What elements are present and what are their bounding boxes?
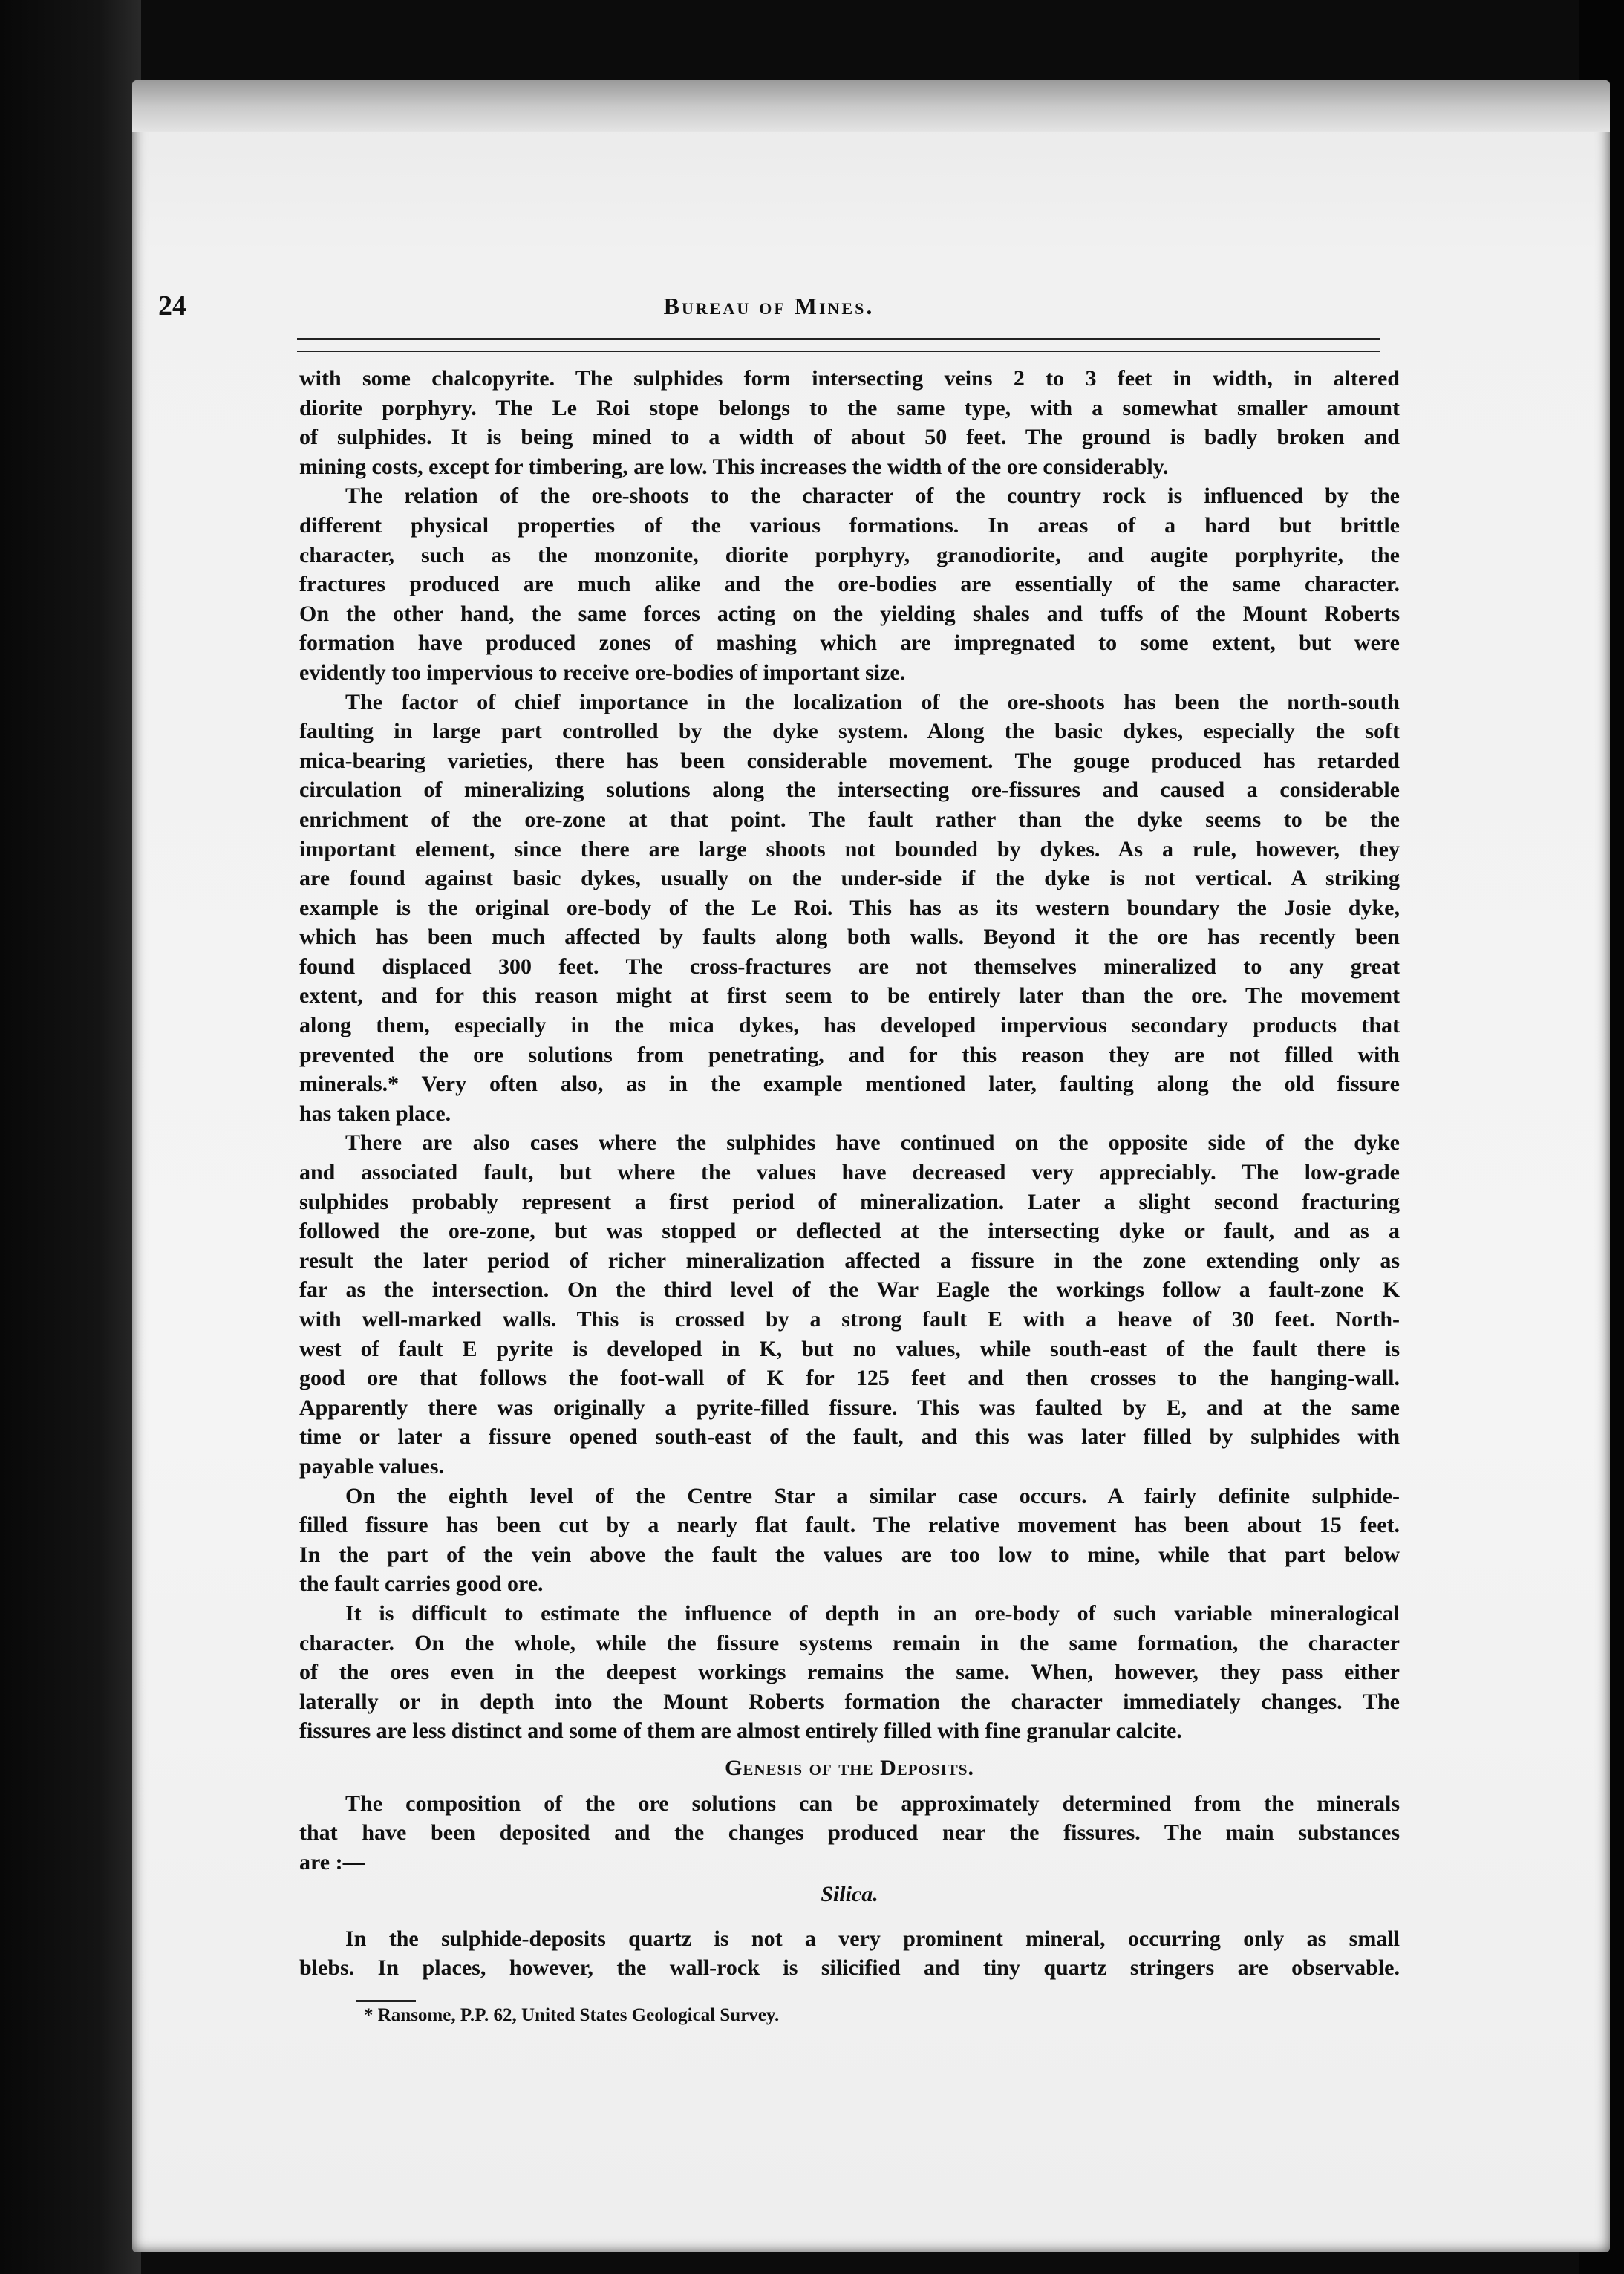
text-line: followed the ore-zone, but was stopped or deflected at the intersecting dyke or fault, and as a [299,1219,1400,1244]
page-header [158,284,1380,321]
text-line: It is difficult to estimate the influence of depth in an ore-body of such variable mineralogical [345,1600,1400,1626]
body-text [299,364,1400,1983]
text-line: circulation of mineralizing solutions along the intersecting ore-fissures and caused a considerable [299,778,1400,803]
text-line: fissures are less distinct and some of them are almost entirely filled with fine granular calcite. [299,1718,1182,1744]
scan-border-left [0,0,141,2274]
text-line: with some chalcopyrite. The sulphides form intersecting veins 2 to 3 feet in width, in altered [299,366,1400,391]
text-line: example is the original ore-body of the Le Roi. This has as its western boundary the Josie dyke, [299,895,1400,920]
text-line: good ore that follows the foot-wall of K for 125 feet and then crosses to the hanging-wall. [299,1366,1400,1391]
text-line: In the part of the vein above the fault the values are too low to mine, while that part below [299,1542,1400,1567]
text-line: are :— [299,1849,365,1874]
text-line: In the sulphide-deposits quartz is not a very prominent mineral, occurring only as small [345,1926,1400,1951]
text-line: has taken place. [299,1101,451,1126]
text-line: faulting in large part controlled by the dyke system. Along the basic dykes, especially the soft [299,719,1400,744]
text-line: fractures produced are much alike and the ore-bodies are essentially of the same character. [299,572,1400,597]
text-line: filled fissure has been cut by a nearly flat fault. The relative movement has been about 15 feet. [299,1513,1400,1538]
text-line: Apparently there was originally a pyrite-filled fissure. This was faulted by E, and at the same [299,1395,1400,1420]
text-line: evidently too impervious to receive ore-bodies of important size. [299,659,906,685]
text-line: On the eighth level of the Centre Star a similar case occurs. A fairly definite sulphide- [345,1483,1400,1508]
text-line: character. On the whole, while the fissure systems remain in the same formation, the character [299,1630,1400,1655]
text-line: the fault carries good ore. [299,1571,544,1597]
text-line: time or later a fissure opened south-east of the fault, and this was later filled by sulphides with [299,1424,1400,1450]
text-line: along them, especially in the mica dykes, has developed impervious secondary products that [299,1013,1400,1038]
text-line: west of fault E pyrite is developed in K, but no values, while south-east of the fault there is [299,1336,1400,1361]
text-line: formation have produced zones of mashing which are impregnated to some extent, but were [299,631,1400,656]
section-heading: Genesis of the Deposits. [725,1755,974,1780]
text-line: different physical properties of the various formations. In areas of a hard but brittle [299,512,1400,538]
text-line: far as the intersection. On the third level of the War Eagle the workings follow a fault-zone K [299,1277,1400,1303]
text-line: that have been deposited and the changes produced near the fissures. The main substances [299,1820,1400,1845]
text-line: result the later period of richer mineralization affected a fissure in the zone extending only as [299,1248,1400,1273]
text-line: blebs. In places, however, the wall-rock is silicified and tiny quartz stringers are observable. [299,1955,1400,1981]
text-line: enrichment of the ore-zone at that point. The fault rather than the dyke seems to be the [299,807,1400,832]
text-line: sulphides probably represent a first period of mineralization. Later a slight second fracturing [299,1189,1400,1214]
page-number: 24 [158,290,186,322]
text-line: which has been much affected by faults along both walls. Beyond it the ore has recently been [299,925,1400,950]
text-line: The factor of chief importance in the localization of the ore-shoots has been the north-south [345,689,1400,714]
footnote: * Ransome, P.P. 62, United States Geological Survey. [364,2005,780,2025]
text-line: and associated fault, but where the values have decreased very appreciably. The low-grade [299,1160,1400,1185]
text-line: are found against basic dykes, usually on the under-side if the dyke is not vertical. A striking [299,866,1400,891]
running-title: Bureau of Mines. [663,293,875,319]
text-line: mining costs, except for timbering, are low. This increases the width of the ore considerably. [299,454,1169,479]
text-line: The relation of the ore-shoots to the character of the country rock is influenced by the [345,483,1400,509]
text-line: prevented the ore solutions from penetrating, and for this reason they are not filled with [299,1042,1400,1067]
text-line: laterally or in depth into the Mount Roberts formation the character immediately changes. The [299,1689,1400,1714]
subheading-silica: Silica. [821,1882,878,1907]
header-rule [297,338,1380,352]
text-line: minerals.* Very often also, as in the example mentioned later, faulting along the old fissure [299,1072,1400,1097]
section-intro [299,1789,1400,1877]
text-line: found displaced 300 feet. The cross-fractures are not themselves mineralized to any great [299,954,1400,979]
text-line: The composition of the ore solutions can be approximately determined from the minerals [345,1791,1400,1816]
text-line: extent, and for this reason might at first seem to be entirely later than the ore. The movement [299,983,1400,1009]
body-paragraphs [299,364,1400,1746]
footnote-rule [356,2000,416,2002]
text-line: of sulphides. It is being mined to a width of about 50 feet. The ground is badly broken and [299,425,1400,450]
text-line: with well-marked walls. This is crossed by a strong fault E with a heave of 30 feet. North- [299,1307,1400,1332]
text-line: There are also cases where the sulphides have continued on the opposite side of the dyke [345,1130,1400,1156]
text-line: mica-bearing varieties, there has been considerable movement. The gouge produced has retarded [299,748,1400,773]
text-line: of the ores even in the deepest workings remains the same. When, however, they pass either [299,1660,1400,1685]
text-line: diorite porphyry. The Le Roi stope belongs to the same type, with a somewhat smaller amount [299,395,1400,420]
text-line: important element, since there are large shoots not bounded by dykes. As a rule, however, they [299,836,1400,861]
text-line: On the other hand, the same forces acting on the yielding shales and tuffs of the Mount Roberts [299,601,1400,626]
page-top-edge [132,80,1610,132]
silica-paragraph [299,1924,1400,1983]
text-line: payable values. [299,1453,445,1479]
text-line: character, such as the monzonite, diorite porphyry, granodiorite, and augite porphyrite, the [299,542,1400,567]
